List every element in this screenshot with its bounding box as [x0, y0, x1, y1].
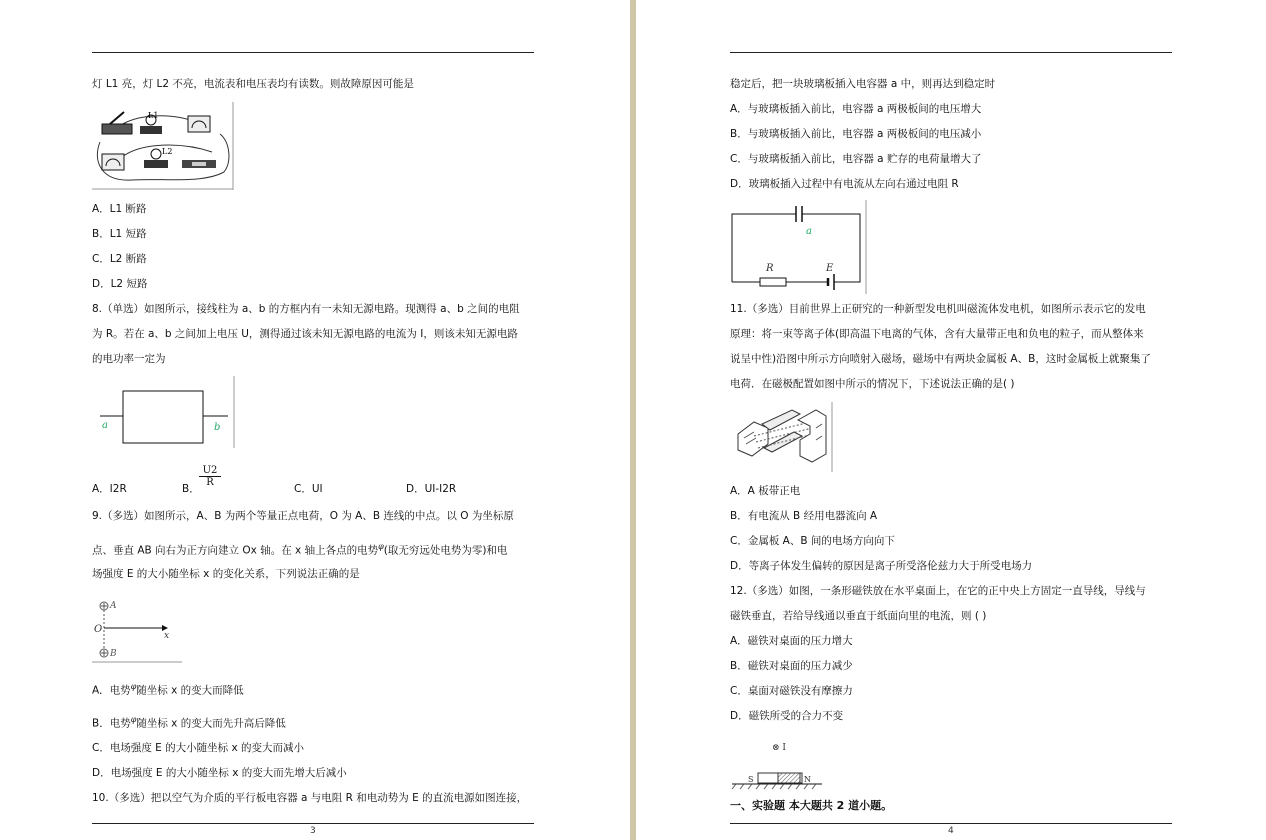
q8-option-c: C．UI: [294, 483, 323, 495]
q9-line-1: 9.（多选）如图所示，A、B 为两个等量正点电荷，O 为 A、B 连线的中点。以 O 为坐标原: [92, 510, 514, 522]
fraction-numerator: U2: [199, 465, 221, 477]
q8-option-a: A．I2R: [92, 483, 127, 495]
header-rule: [92, 52, 534, 53]
q7-option-b: B．L1 短路: [92, 228, 147, 240]
q9-option-c: C．电场强度 E 的大小随坐标 x 的变大而减小: [92, 742, 305, 754]
q12-option-b: B．磁铁对桌面的压力减少: [730, 660, 853, 672]
q11-line-3: 说呈中性)沿图中所示方向喷射入磁场，磁场中有两块金属板 A、B，这时金属板上就聚集了: [730, 353, 1151, 365]
q8-option-b-fraction: [199, 465, 221, 488]
q11-line-1: 11.（多选）目前世界上正研究的一种新型发电机叫磁流体发电机，如图所示表示它的发电: [730, 303, 1146, 315]
q9-option-d: D．电场强度 E 的大小随坐标 x 的变大而先增大后减小: [92, 767, 347, 779]
q10-circuit-figure: [730, 200, 870, 294]
q12-option-d: D．磁铁所受的合力不变: [730, 710, 844, 722]
q8-line-1: 8.（单选）如图所示，接线柱为 a、b 的方框内有一未知无源电路。现测得 a、b 之间的电阻: [92, 303, 520, 315]
page-number: 4: [948, 826, 954, 836]
q9-label-a: A: [110, 601, 117, 611]
q9-option-b-post: 随坐标 x 的变大而先升高后降低: [136, 717, 286, 730]
q10-start-text: 10.（多选）把以空气为介质的平行板电容器 a 与电阻 R 和电动势为 E 的直流电源如图连接，: [92, 792, 528, 804]
fraction-denominator: R: [206, 477, 214, 488]
footer-rule: [92, 823, 534, 824]
q8-option-b: B．: [182, 483, 200, 495]
q8-label-b: b: [214, 422, 221, 433]
q12-wire-label: ⊗ I: [772, 743, 786, 753]
q7-option-c: C．L2 断路: [92, 253, 147, 265]
q8-option-d: D．UI-I2R: [406, 483, 457, 495]
q7-circuit-figure: [92, 102, 234, 190]
q9-option-a-post: 随坐标 x 的变大而降低: [136, 684, 244, 697]
left-page: [0, 0, 630, 840]
q11-option-a: A．A 板带正电: [730, 485, 801, 497]
q9-label-o: O: [94, 624, 103, 635]
q9-line-2: [92, 540, 507, 558]
q10-option-a: A．与玻璃板插入前比，电容器 a 两极板间的电压增大: [730, 103, 982, 115]
q10-label-e: E: [826, 263, 834, 274]
q12-option-a: A．磁铁对桌面的压力增大: [730, 635, 853, 647]
q9-axis-figure: [92, 596, 184, 664]
q11-option-d: D．等离子体发生偏转的原因是离子所受洛伦兹力大于所受电场力: [730, 560, 1033, 572]
q12-line-2: 磁铁垂直，若给导线通以垂直于纸面向里的电流，则 ( ): [730, 610, 987, 622]
q8-box-figure: [98, 376, 238, 448]
q10-label-a: a: [806, 226, 812, 237]
q9-option-b: [92, 713, 286, 731]
right-page: [636, 0, 1266, 840]
phi-symbol: φ: [130, 715, 137, 724]
q9-label-b: B: [110, 649, 117, 659]
q11-line-2: 原理：将一束等离子体(即高温下电离的气体，含有大量带正电和负电的粒子，而从整体来: [730, 328, 1144, 340]
q12-magnet-figure: [730, 736, 826, 792]
q12-line-1: 12.（多选）如图，一条形磁铁放在水平桌面上，在它的正中央上方固定一直导线，导线与: [730, 585, 1146, 597]
q12-label-s: S: [748, 775, 754, 784]
q8-label-a: a: [102, 420, 108, 431]
q7-option-a: A．L1 断路: [92, 203, 147, 215]
q9-option-a-pre: A．电势: [92, 684, 131, 697]
q11-mhd-figure: [734, 402, 836, 472]
q10-option-b: B．与玻璃板插入前比，电容器 a 两极板间的电压减小: [730, 128, 982, 140]
section-heading: 一、实验题 本大题共 2 道小题。: [730, 799, 893, 812]
q11-option-b: B．有电流从 B 经用电器流向 A: [730, 510, 878, 522]
q10-label-r: R: [766, 263, 774, 274]
q9-line-3: 场强度 E 的大小随坐标 x 的变化关系，下列说法正确的是: [92, 568, 360, 580]
phi-symbol: φ: [378, 542, 384, 551]
q10-tail-text: 稳定后，把一块玻璃板插入电容器 a 中，则再达到稳定时: [730, 78, 996, 90]
q8-line-3: 的电功率一定为: [92, 353, 166, 365]
q9-option-a: [92, 680, 244, 698]
q12-label-n: N: [804, 775, 811, 784]
q10-option-c: C．与玻璃板插入前比，电容器 a 贮存的电荷量增大了: [730, 153, 982, 165]
phi-symbol: φ: [130, 682, 137, 691]
q11-line-4: 电荷．在磁极配置如图中所示的情况下，下述说法正确的是( ): [730, 378, 1015, 390]
footer-rule: [730, 823, 1172, 824]
q7-tail-text: 灯 L1 亮，灯 L2 不亮，电流表和电压表均有读数。则故障原因可能是: [92, 78, 414, 90]
q8-line-2: 为 R。若在 a、b 之间加上电压 U，测得通过该未知无源电路的电流为 I，则该未知无源电路: [92, 328, 518, 340]
header-rule: [730, 52, 1172, 53]
q9-label-x: x: [164, 631, 170, 641]
q11-option-c: C．金属板 A、B 间的电场方向向下: [730, 535, 895, 547]
q9-option-b-pre: B．电势: [92, 717, 131, 730]
q7-label-l1: L1: [148, 111, 159, 120]
page-number: 3: [310, 826, 316, 836]
q12-option-c: C．桌面对磁铁没有摩擦力: [730, 685, 853, 697]
q9-line-2-part-1: 点、垂直 AB 向右为正方向建立 Ox 轴。在 x 轴上各点的电势: [92, 544, 379, 557]
q7-option-d: D．L2 短路: [92, 278, 148, 290]
q7-label-l2: L2: [162, 147, 173, 156]
q9-line-2-part-2: (取无穷远处电势为零)和电: [383, 544, 508, 557]
q10-option-d: D．玻璃板插入过程中有电流从左向右通过电阻 R: [730, 178, 959, 190]
